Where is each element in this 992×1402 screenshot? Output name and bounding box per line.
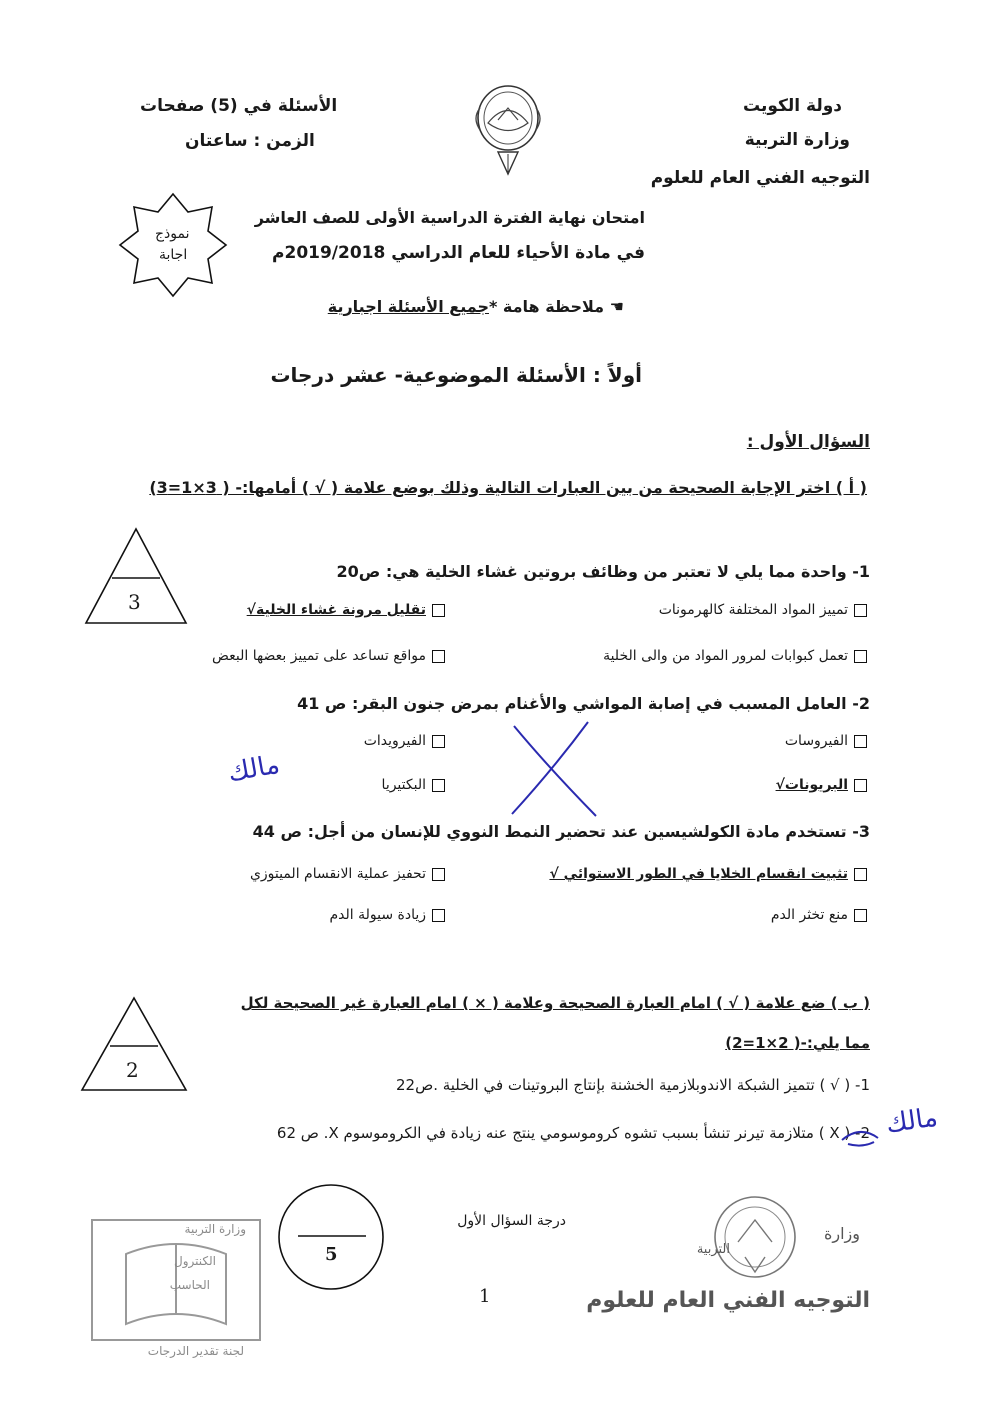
total-score-circle [276,1182,386,1292]
kuwait-emblem [468,78,548,180]
item1-stem [336,562,870,581]
model-badge-line1: نموذج [155,226,190,242]
checkbox-icon[interactable] [432,909,445,922]
stamp-right-line1: وزارة [823,1224,860,1243]
item1-option2: تقليل مرونة غشاء الخلية√ [247,602,445,618]
section-title: أولاً : الأسئلة الموضوعية- عشر درجات [270,363,642,387]
tf1-number: 1- [855,1076,870,1094]
country-name: دولة الكويت [742,96,842,116]
item2-text: العامل المسبب في إصابة المواشي والأغنام بمرض جنون البقر: ص 41 [297,694,847,713]
item2-option3: البريونات√ [776,777,867,793]
note-prefix: ملاحظة هامة * [488,297,605,316]
tf1-mark[interactable]: ( √ ) [819,1076,851,1094]
item2-option2: الفيرويدات [364,733,445,749]
checkbox-icon[interactable] [854,868,867,881]
part-a-instruction: ( أ ) اختر الإجابة الصحيحة من بين العبارات التالية وذلك بوضع علامة ( √ ) أمامها:- ( 3×1=3) [149,478,867,497]
item1-number: 1- [852,562,870,581]
item3-option4: زيادة سيولة الدم [329,907,445,923]
stamp-left-line4: لجنة تقدير الدرجات [147,1344,244,1358]
stamp-right-line2: التربية [696,1242,730,1257]
item3-text: تستخدم مادة الكولشيسين عند تحضير النمط النووي للإنسان من أجل: ص 44 [252,822,847,841]
item3-option1: تثبيت انقسام الخلايا في الطور الاستوائي √ [549,866,867,882]
handwritten-cross-mark [504,718,604,818]
stamp-right-line3: التوجيه الفني العام للعلوم [586,1288,870,1313]
part-b-instruction-line1: ( ب ) ضع علامة ( √ ) امام العبارة الصحيحة وعلامة ( × ) امام العبارة غير الصحيحة لكل [240,994,870,1012]
score-b-value: 2 [126,1058,139,1082]
checkbox-icon[interactable] [854,779,867,792]
checkbox-icon[interactable] [854,909,867,922]
item3-option3: منع تخثر الدم [771,907,867,923]
pages-count: الأسئلة في (5) صفحات [140,96,338,116]
handwritten-correction-mark [840,1120,880,1150]
checkbox-icon[interactable] [854,735,867,748]
important-note [328,297,624,316]
exam-title-line1: امتحان نهاية الفترة الدراسية الأولى للصف العاشر [254,208,645,227]
checkbox-icon[interactable] [854,604,867,617]
checkbox-icon[interactable] [432,735,445,748]
score-a-value: 3 [128,590,141,614]
tf2-number: 2- [855,1124,870,1142]
item1-option1: تمييز المواد المختلفة كالهرمونات [659,602,867,618]
total-score-label: درجة السؤال الأول [457,1213,566,1229]
part-b-instruction-line2: مما يلي:-( 2×1=2) [725,1034,870,1052]
item3-stem [253,822,870,841]
tf2-mark[interactable]: ( X ) [818,1124,851,1142]
model-badge-line2: اجابة [159,247,188,263]
item2-option4: البكتيريا [382,777,445,793]
grading-committee-stamp [86,1214,266,1364]
item2-number: 2- [852,694,870,713]
ministry-name: وزارة التربية [744,130,850,150]
item1-text: واحدة مما يلي لا تعتبر من وظائف بروتين غشاء الخلية هي: ص20 [336,562,847,581]
note-text: جميع الأسئلة اجبارية [327,297,489,316]
stamp-left-line2: الكنترول [174,1254,216,1268]
item2-stem [297,694,870,713]
stamp-left-line3: الحاسب [169,1278,210,1292]
handwritten-initials-2: مالك [884,1102,940,1140]
question1-title: السؤال الأول : [746,432,870,452]
item1-option4: مواقع تساعد على تمييز بعضها البعض [212,648,445,664]
checkbox-icon[interactable] [854,650,867,663]
model-answer-badge [118,192,228,298]
exam-title-line2: في مادة الأحياء للعام الدراسي 2019/2018م [272,243,645,263]
exam-duration: الزمن : ساعتان [185,131,315,151]
total-score-value: 5 [325,1244,338,1265]
item1-option3: تعمل كبوابات لمرور المواد من والى الخلية [603,648,867,664]
true-false-item1 [396,1076,870,1094]
checkbox-icon[interactable] [432,604,445,617]
pointing-hand-icon: ☚ [609,297,624,316]
tf2-text: متلازمة تيرنر تنشأ بسبب تشوه كروموسومي ينتج عنه زيادة في الكروموسوم X. ص 62 [276,1124,814,1142]
department-name: التوجيه الفني العام للعلوم [650,168,870,188]
page-number: 1 [479,1286,491,1307]
checkbox-icon[interactable] [432,868,445,881]
science-supervision-stamp [586,1192,880,1342]
item3-option2: تحفيز عملية الانقسام الميتوزي [250,866,445,882]
item2-option1: الفيروسات [785,733,867,749]
true-false-item2 [277,1124,870,1142]
checkbox-icon[interactable] [432,650,445,663]
checkbox-icon[interactable] [432,779,445,792]
handwritten-initials-1: مالك [225,749,282,789]
item3-number: 3- [852,822,870,841]
tf1-text: تتميز الشبكة الاندوبلازمية الخشنة بإنتاج البروتينات في الخلية .ص22 [395,1076,815,1094]
stamp-left-line1: وزارة التربية [184,1222,246,1236]
